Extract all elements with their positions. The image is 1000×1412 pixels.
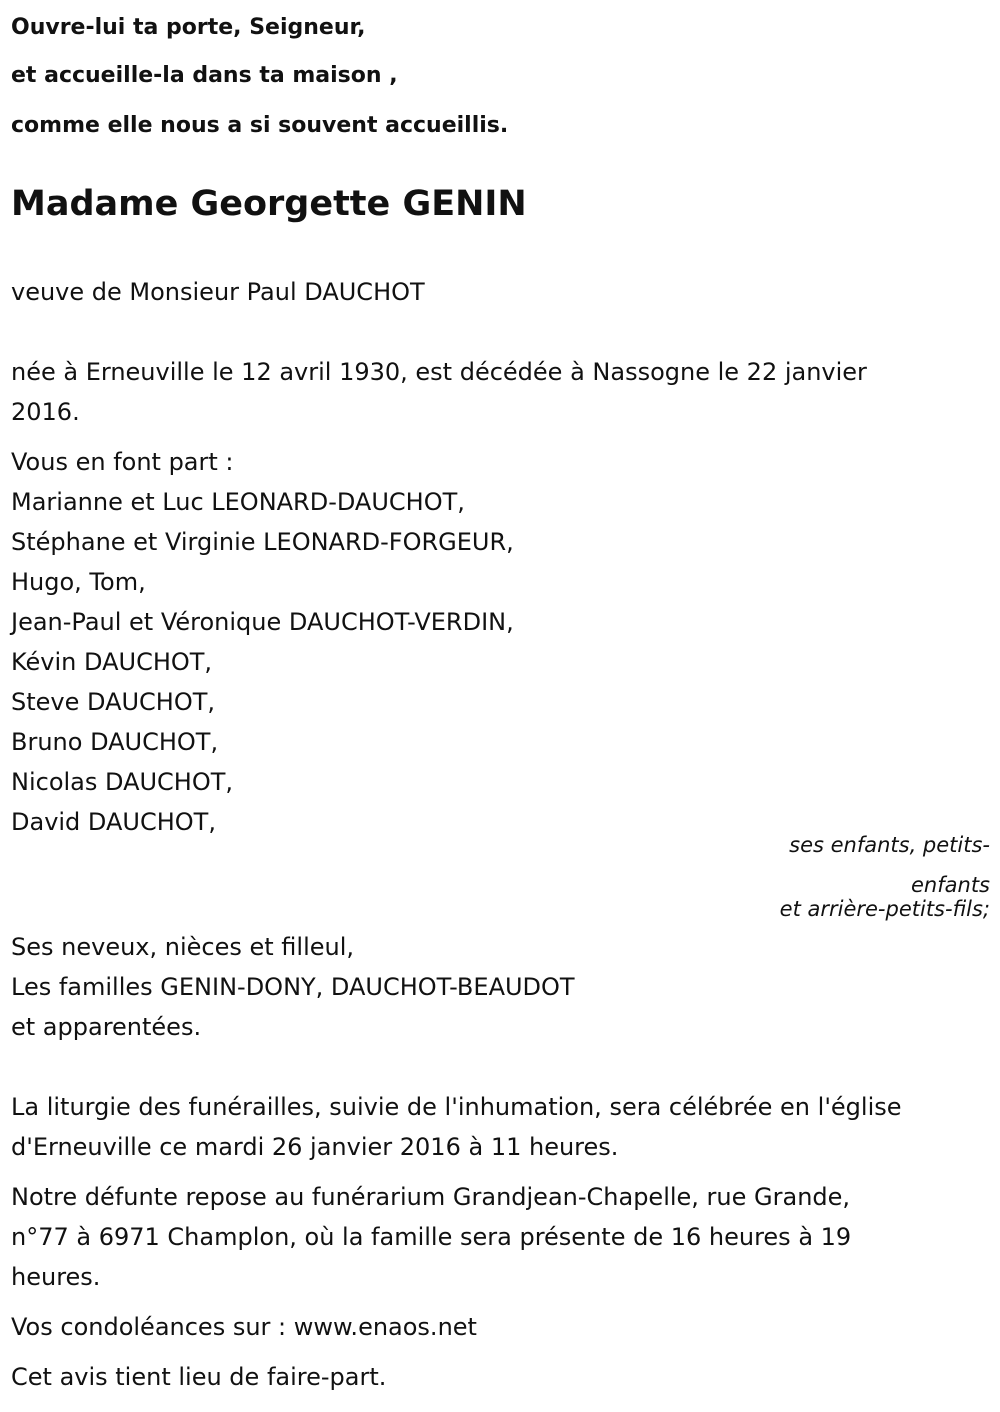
liturgy-line-2: d'Erneuville ce mardi 26 janvier 2016 à 11 heures. bbox=[11, 1133, 619, 1161]
family-member: Nicolas DAUCHOT, bbox=[11, 768, 234, 796]
birth-death-line-2: 2016. bbox=[11, 398, 80, 426]
rest-line-2: n°77 à 6971 Champlon, où la famille sera présente de 16 heures à 19 bbox=[11, 1223, 852, 1251]
family-member: Stéphane et Virginie LEONARD-FORGEUR, bbox=[11, 528, 514, 556]
family-member: Bruno DAUCHOT, bbox=[11, 728, 219, 756]
prayer-line-2: et accueille-la dans ta maison , bbox=[11, 63, 398, 88]
family-member: Marianne et Luc LEONARD-DAUCHOT, bbox=[11, 488, 465, 516]
family-member: Steve DAUCHOT, bbox=[11, 688, 216, 716]
deceased-name: Madame Georgette GENIN bbox=[11, 184, 527, 224]
condolences-line: Vos condoléances sur : www.enaos.net bbox=[11, 1313, 477, 1341]
notice-line: Cet avis tient lieu de faire-part. bbox=[11, 1363, 387, 1391]
rest-line-3: heures. bbox=[11, 1263, 101, 1291]
other-relatives-line-2: Les familles GENIN-DONY, DAUCHOT-BEAUDOT bbox=[11, 973, 575, 1001]
relation-line-2: enfants bbox=[911, 873, 990, 897]
birth-death-line-1: née à Erneuville le 12 avril 1930, est décédée à Nassogne le 22 janvier bbox=[11, 358, 867, 386]
prayer-line-1: Ouvre-lui ta porte, Seigneur, bbox=[11, 15, 366, 40]
spouse-line: veuve de Monsieur Paul DAUCHOT bbox=[11, 278, 425, 306]
prayer-line-3: comme elle nous a si souvent accueillis. bbox=[11, 113, 509, 138]
announcers-intro: Vous en font part : bbox=[11, 448, 234, 476]
family-member: Kévin DAUCHOT, bbox=[11, 648, 213, 676]
other-relatives-line-3: et apparentées. bbox=[11, 1013, 202, 1041]
liturgy-line-1: La liturgie des funérailles, suivie de l'inhumation, sera célébrée en l'église bbox=[11, 1093, 902, 1121]
relation-line-1: ses enfants, petits- bbox=[789, 833, 990, 857]
other-relatives-line-1: Ses neveux, nièces et filleul, bbox=[11, 933, 355, 961]
relation-line-3: et arrière-petits-fils; bbox=[779, 897, 990, 921]
family-member: Hugo, Tom, bbox=[11, 568, 146, 596]
family-member: Jean-Paul et Véronique DAUCHOT-VERDIN, bbox=[11, 608, 514, 636]
family-member: David DAUCHOT, bbox=[11, 808, 216, 836]
rest-line-1: Notre défunte repose au funérarium Grandjean-Chapelle, rue Grande, bbox=[11, 1183, 851, 1211]
